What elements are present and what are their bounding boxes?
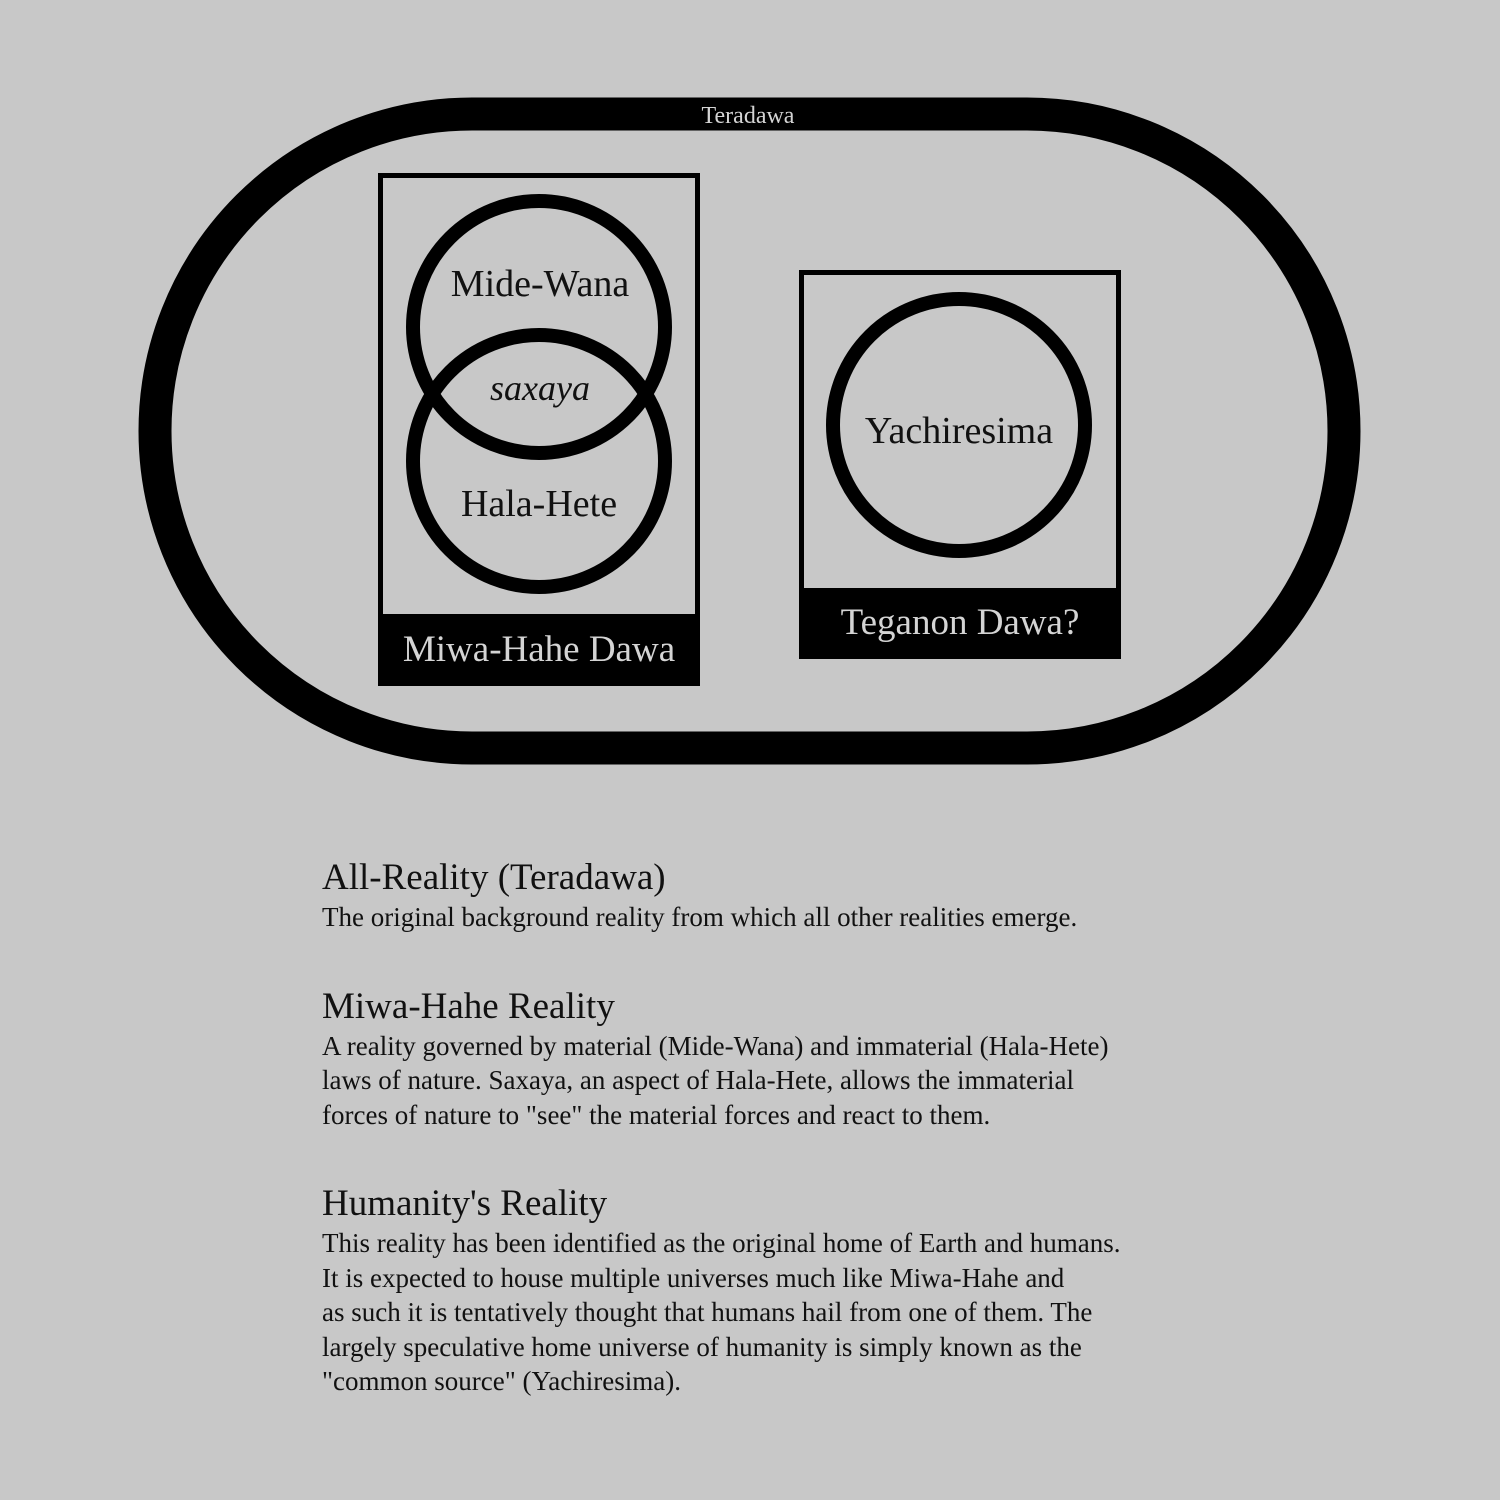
legend-line: This reality has been identified as the original home of Earth and humans. [322,1228,1121,1258]
legend-line: It is expected to house multiple universes much like Miwa-Hahe and [322,1262,1065,1293]
legend-line: A reality governed by material (Mide-Wana) and immaterial (Hala-Hete) [322,1030,1109,1061]
legend-description [322,1029,1322,1133]
teradawa-label: Teradawa [701,103,795,129]
legend-line: forces of nature to "see" the material forces and react to them. [322,1099,991,1130]
legend-title: Miwa-Hahe Reality [322,985,615,1027]
legend-section-miwa-hahe [322,985,1322,1133]
legend-section-humanity [322,1182,1322,1399]
mide-wana-circle [413,201,665,453]
saxaya-label: saxaya [490,368,590,408]
miwa-hahe-dawa-box [380,176,698,685]
legend-title: Humanity's Reality [322,1183,608,1224]
miwa-hahe-frame [381,176,698,684]
legend [322,856,1322,1399]
legend-description [322,1226,1322,1399]
legend-section-all-reality [322,856,1322,935]
legend-line: The original background reality from which all other realities emerge. [322,902,1078,932]
teradawa-region [155,103,1344,748]
miwa-hahe-label: Miwa-Hahe Dawa [402,629,676,670]
legend-title: All-Reality (Teradawa) [322,857,666,898]
legend-line: as such it is tentatively thought that humans hail from one of them. The [322,1297,1093,1327]
legend-line: laws of nature. Saxaya, an aspect of Hala-Hete, allows the immaterial [322,1065,1074,1095]
yachiresima-label: Yachiresima [864,410,1054,452]
teradawa-ring [155,114,1344,748]
legend-description [322,900,1322,935]
teganon-dawa-box [801,273,1119,659]
legend-line: "common source" (Yachiresima). [322,1366,681,1396]
hala-hete-label: Hala-Hete [460,483,618,525]
teganon-label: Teganon Dawa? [840,602,1080,643]
legend-line: largely speculative home universe of humanity is simply known as the [322,1331,1082,1362]
mide-wana-label: Mide-Wana [450,263,630,305]
